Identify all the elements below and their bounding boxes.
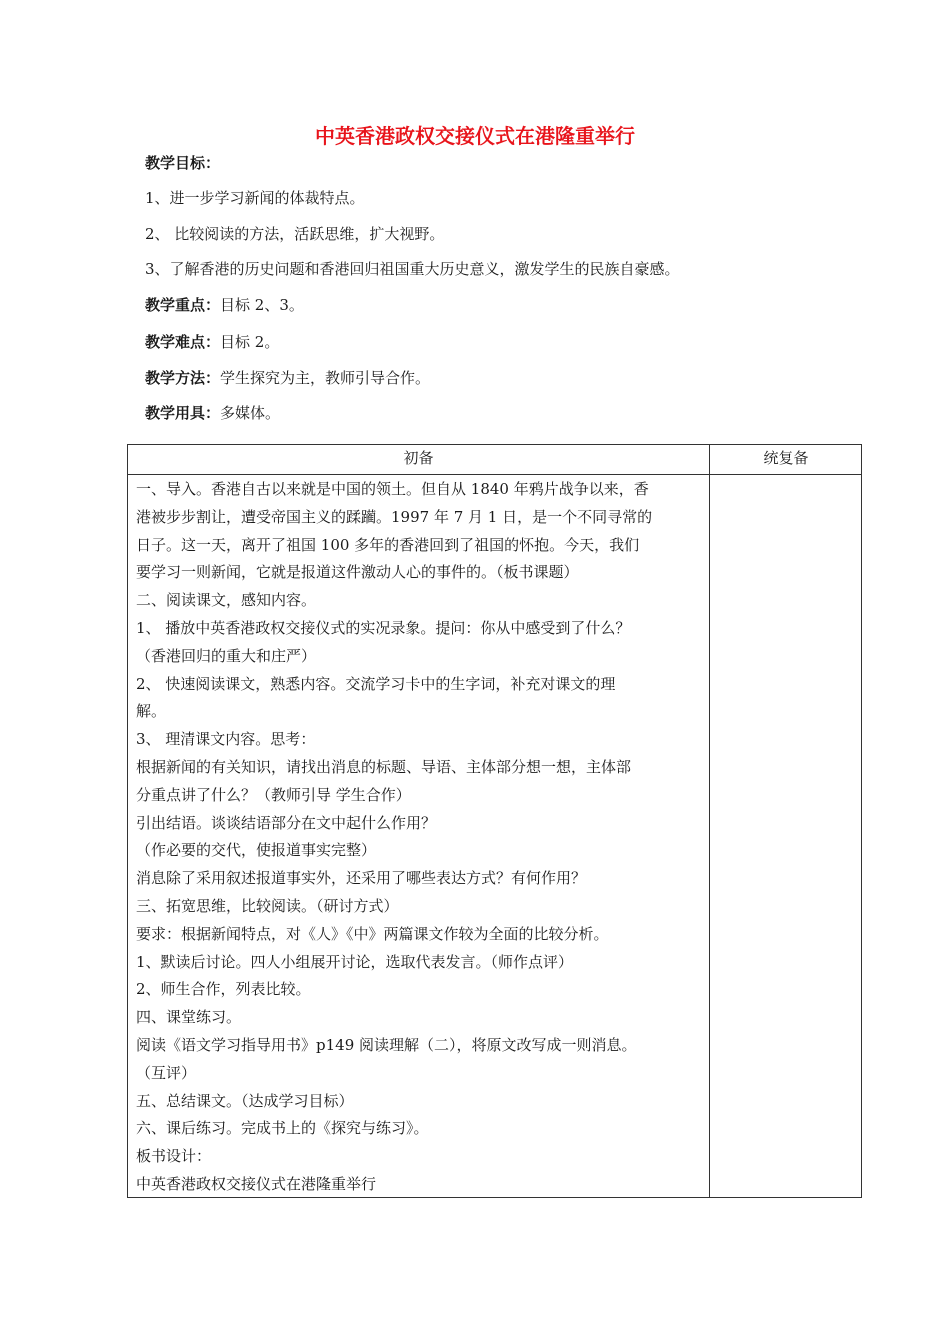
key-points-value: 目标 2、3。: [220, 296, 304, 314]
content-line: 3、 理清课文内容。思考：: [136, 730, 316, 749]
content-line: 二、阅读课文，感知内容。: [136, 591, 317, 610]
difficulties-row: [145, 332, 279, 352]
objective-3: 3、了解香港的历史问题和香港回归祖国重大历史意义，激发学生的民族自豪感。: [145, 260, 680, 278]
content-line: 要学习一则新闻，它就是报道这件激动人心的事件的。（板书课题）: [136, 563, 579, 582]
content-line: 分重点讲了什么？（教师引导 学生合作）: [136, 785, 411, 804]
tools-value: 多媒体。: [220, 404, 281, 422]
content-line: 港被步步割让，遭受帝国主义的蹂躏。1997 年 7 月 1 日，是一个不同寻常的: [136, 507, 653, 526]
methods-row: [145, 368, 430, 388]
key-points-label: 教学重点：: [145, 296, 221, 314]
content-line: 一、导入。香港自古以来就是中国的领土。但自从 1840 年鸦片战争以来，香: [136, 480, 649, 498]
content-line: 1、 播放中英香港政权交接仪式的实况录象。提问：你从中感受到了什么？: [136, 618, 631, 637]
tools-row: [145, 403, 280, 423]
content-line: 消息除了采用叙述报道事实外，还采用了哪些表达方式？有何作用？: [136, 869, 587, 888]
content-line: 五、总结课文。（达成学习目标）: [136, 1091, 354, 1110]
difficulties-label: 教学难点：: [145, 333, 221, 351]
lesson-table: [127, 444, 862, 1198]
content-line: （互评）: [136, 1063, 197, 1082]
content-line: 日子。这一天，离开了祖国 100 多年的香港回到了祖国的怀抱。今天，我们: [136, 535, 640, 554]
tools-label: 教学用具：: [145, 404, 221, 422]
objective-2: 2、 比较阅读的方法，活跃思维，扩大视野。: [145, 225, 445, 243]
objective-1: 1、进一步学习新闻的体裁特点。: [145, 189, 365, 207]
methods-label: 教学方法：: [145, 369, 221, 387]
content-line: （香港回归的重大和庄严）: [136, 646, 317, 665]
content-line: 根据新闻的有关知识，请找出消息的标题、导语、主体部分想一想，主体部: [136, 757, 632, 776]
column-divider: [709, 445, 710, 1197]
methods-value: 学生探究为主，教师引导合作。: [220, 369, 431, 387]
content-line: 解。: [136, 702, 167, 721]
content-line: （作必要的交代，使报道事实完整）: [136, 841, 377, 860]
header-initial-prep: 初备: [403, 449, 434, 467]
content-line: 板书设计：: [136, 1147, 212, 1166]
content-line: 2、 快速阅读课文，熟悉内容。交流学习卡中的生字词，补充对课文的理: [136, 674, 616, 693]
header-unified-review: 统复备: [763, 449, 809, 467]
content-line: 引出结语。谈谈结语部分在文中起什么作用？: [136, 813, 437, 832]
content-line: 中英香港政权交接仪式在港隆重举行: [136, 1174, 377, 1193]
difficulties-value: 目标 2。: [220, 333, 280, 351]
content-line: 要求：根据新闻特点，对《人》《中》两篇课文作较为全面的比较分析。: [136, 924, 609, 943]
header-divider: [128, 474, 861, 475]
content-line: 六、课后练习。完成书上的《探究与练习》。: [136, 1119, 429, 1138]
content-line: 1、默读后讨论。四人小组展开讨论，选取代表发言。（师作点评）: [136, 952, 574, 971]
key-points-row: [145, 295, 304, 315]
content-line: 阅读《语文学习指导用书》p149 阅读理解（二），将原文改写成一则消息。: [136, 1035, 637, 1054]
objectives-label: 教学目标：: [145, 154, 221, 172]
lesson-plan-content: [136, 476, 702, 1199]
content-line: 2、师生合作，列表比较。: [136, 980, 311, 999]
objectives-heading: [145, 153, 220, 173]
content-line: 四、课堂练习。: [136, 1008, 242, 1027]
document-title: 中英香港政权交接仪式在港隆重举行: [315, 124, 635, 148]
content-line: 三、拓宽思维，比较阅读。（研讨方式）: [136, 896, 399, 915]
